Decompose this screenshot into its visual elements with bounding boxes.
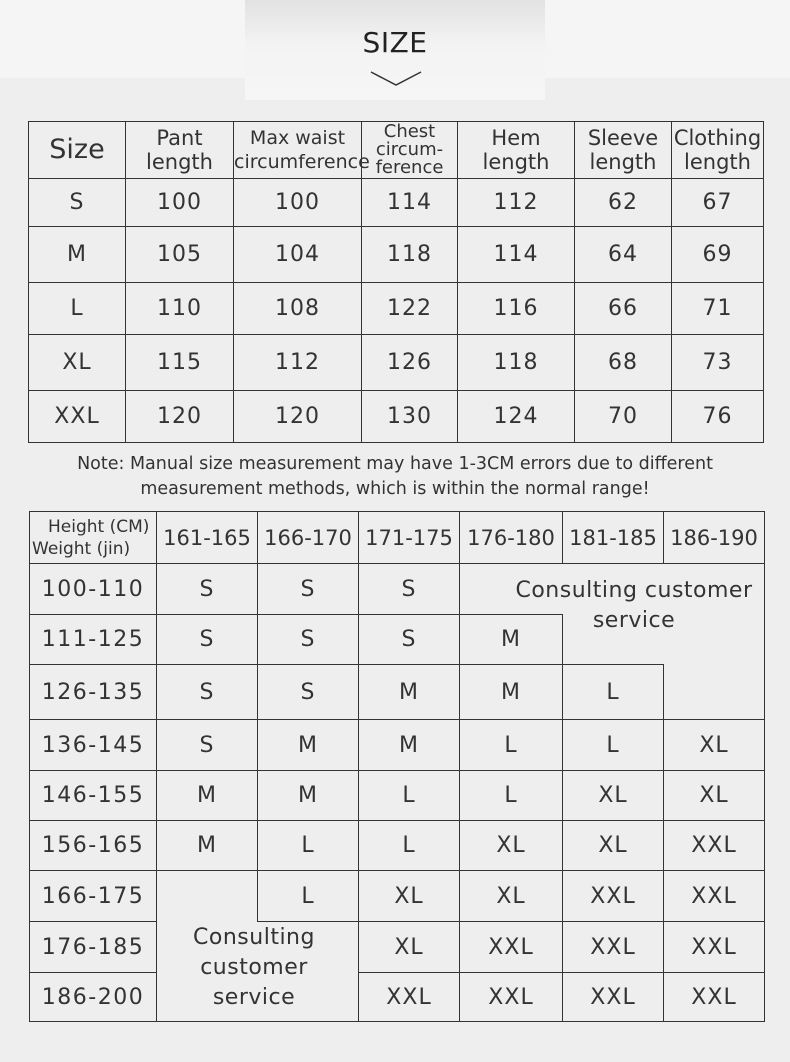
fit-cell: XL (563, 771, 664, 821)
header-line: circumference (234, 151, 370, 173)
fit-cell: M (359, 720, 460, 771)
size-cell: 118 (362, 227, 458, 283)
fit-cell: M (460, 665, 563, 720)
sleeve-length-header (575, 122, 672, 179)
fit-cell: XL (664, 771, 765, 821)
size-cell: L (29, 283, 126, 335)
size-cell: 73 (672, 335, 764, 391)
size-cell: 124 (458, 391, 575, 443)
table-row (30, 771, 765, 821)
fit-cell: L (460, 720, 563, 771)
note-line: measurement methods, which is within the normal range! (140, 479, 650, 499)
chevron-down-icon (370, 70, 422, 88)
size-cell: 112 (234, 335, 362, 391)
header-line: ference (375, 157, 444, 178)
table-row (29, 227, 764, 283)
size-cell: 104 (234, 227, 362, 283)
fit-cell: S (258, 665, 359, 720)
consult-line: service (592, 608, 676, 633)
height-header: 186-190 (664, 512, 765, 564)
size-cell: 68 (575, 335, 672, 391)
weight-header: 166-175 (30, 871, 157, 922)
clothing-length-header (672, 122, 764, 179)
consult-area-cell (157, 871, 258, 922)
fit-cell: XXL (359, 973, 460, 1022)
consult-line: Consulting customer (515, 578, 753, 603)
fit-cell: M (258, 720, 359, 771)
size-cell: 100 (126, 179, 234, 227)
consult-customer-service-bottom (157, 923, 351, 1013)
weight-header: 100-110 (30, 564, 157, 615)
pant-length-header (126, 122, 234, 179)
height-header: 181-185 (563, 512, 664, 564)
fit-cell: M (157, 821, 258, 871)
size-cell: 114 (362, 179, 458, 227)
header-line: Max waist (249, 127, 346, 149)
fit-cell: XL (359, 922, 460, 973)
consult-customer-service-top (490, 576, 778, 636)
fit-cell: L (258, 821, 359, 871)
fit-cell: L (460, 771, 563, 821)
height-header: 171-175 (359, 512, 460, 564)
note-line: Note: Manual size measurement may have 1-3CM errors due to different (77, 454, 713, 474)
fit-cell: S (157, 665, 258, 720)
size-cell: 112 (458, 179, 575, 227)
table-row (29, 179, 764, 227)
fit-cell: M (460, 615, 563, 665)
size-cell: 105 (126, 227, 234, 283)
fit-cell: XXL (563, 973, 664, 1022)
table-row (29, 335, 764, 391)
consult-area-cell (664, 665, 765, 720)
fit-cell: S (359, 564, 460, 615)
fit-cell: XXL (664, 821, 765, 871)
corner-weight-label: Weight (jin) (32, 538, 131, 559)
size-cell: 71 (672, 283, 764, 335)
size-cell: 100 (234, 179, 362, 227)
size-cell: XL (29, 335, 126, 391)
size-cell: M (29, 227, 126, 283)
table-row (30, 973, 765, 1022)
fit-cell: L (258, 871, 359, 922)
weight-header: 176-185 (30, 922, 157, 973)
height-header: 176-180 (460, 512, 563, 564)
table-row (30, 922, 765, 973)
fit-cell: XL (460, 871, 563, 922)
fit-cell: M (359, 665, 460, 720)
fit-cell: S (258, 564, 359, 615)
fit-cell: L (359, 821, 460, 871)
size-cell: 118 (458, 335, 575, 391)
size-cell: 67 (672, 179, 764, 227)
corner-header (30, 512, 157, 564)
fit-cell: XXL (563, 871, 664, 922)
header-line: length (146, 150, 213, 174)
consult-line: customer (200, 955, 308, 980)
table-row (29, 391, 764, 443)
size-cell: XXL (29, 391, 126, 443)
size-cell: 62 (575, 179, 672, 227)
size-cell: 130 (362, 391, 458, 443)
fit-cell: L (563, 720, 664, 771)
table-row (30, 665, 765, 720)
header-line: Hem (491, 126, 541, 150)
size-cell: 115 (126, 335, 234, 391)
fit-cell: M (157, 771, 258, 821)
size-cell: 70 (575, 391, 672, 443)
size-cell: S (29, 179, 126, 227)
weight-header: 126-135 (30, 665, 157, 720)
fit-cell: M (258, 771, 359, 821)
size-cell: 108 (234, 283, 362, 335)
header-line: circum- (375, 139, 444, 160)
size-cell: 122 (362, 283, 458, 335)
consult-line: Consulting (193, 925, 315, 950)
weight-header: 186-200 (30, 973, 157, 1022)
fit-cell: XXL (563, 922, 664, 973)
header-line: length (482, 150, 550, 174)
size-cell: 76 (672, 391, 764, 443)
size-cell: 120 (126, 391, 234, 443)
corner-height-label: Height (CM) (48, 516, 150, 537)
weight-header: 111-125 (30, 615, 157, 665)
fit-cell: XL (460, 821, 563, 871)
fit-cell: XL (664, 720, 765, 771)
fit-cell: L (563, 665, 664, 720)
fit-cell: XXL (664, 871, 765, 922)
hem-length-header (458, 122, 575, 179)
size-header-label: Size (49, 134, 105, 165)
header-line: Clothing (673, 126, 762, 150)
fit-cell: XXL (664, 922, 765, 973)
consult-line: service (212, 985, 296, 1010)
fit-cell: S (157, 720, 258, 771)
size-cell: 64 (575, 227, 672, 283)
page-title: SIZE (362, 26, 428, 59)
max-waist-header (234, 122, 370, 179)
fit-cell: XXL (460, 922, 563, 973)
header-line: Sleeve (587, 126, 659, 150)
size-cell: 116 (458, 283, 575, 335)
header-line: length (684, 150, 751, 174)
size-cell: 69 (672, 227, 764, 283)
size-cell: 114 (458, 227, 575, 283)
fit-cell: XL (563, 821, 664, 871)
fit-cell: L (359, 771, 460, 821)
size-cell: 66 (575, 283, 672, 335)
table-row (30, 821, 765, 871)
height-header: 161-165 (157, 512, 258, 564)
fit-cell: XXL (460, 973, 563, 1022)
height-header: 166-170 (258, 512, 359, 564)
chest-header (362, 122, 458, 179)
header-line: Pant (156, 126, 203, 150)
table-row (30, 720, 765, 771)
header-line: Chest (383, 121, 436, 142)
size-cell: 126 (362, 335, 458, 391)
weight-header: 146-155 (30, 771, 157, 821)
size-table (28, 121, 764, 443)
fit-cell: XL (359, 871, 460, 922)
weight-header: 156-165 (30, 821, 157, 871)
weight-header: 136-145 (30, 720, 157, 771)
measurement-note (0, 452, 790, 502)
header-line: length (589, 150, 657, 174)
fit-cell: S (157, 564, 258, 615)
size-cell: 120 (234, 391, 362, 443)
fit-cell: S (359, 615, 460, 665)
fit-cell: XXL (664, 973, 765, 1022)
size-cell: 110 (126, 283, 234, 335)
fit-cell: S (258, 615, 359, 665)
fit-cell: S (157, 615, 258, 665)
size-header (29, 122, 126, 179)
table-row (30, 871, 765, 922)
table-row (29, 283, 764, 335)
